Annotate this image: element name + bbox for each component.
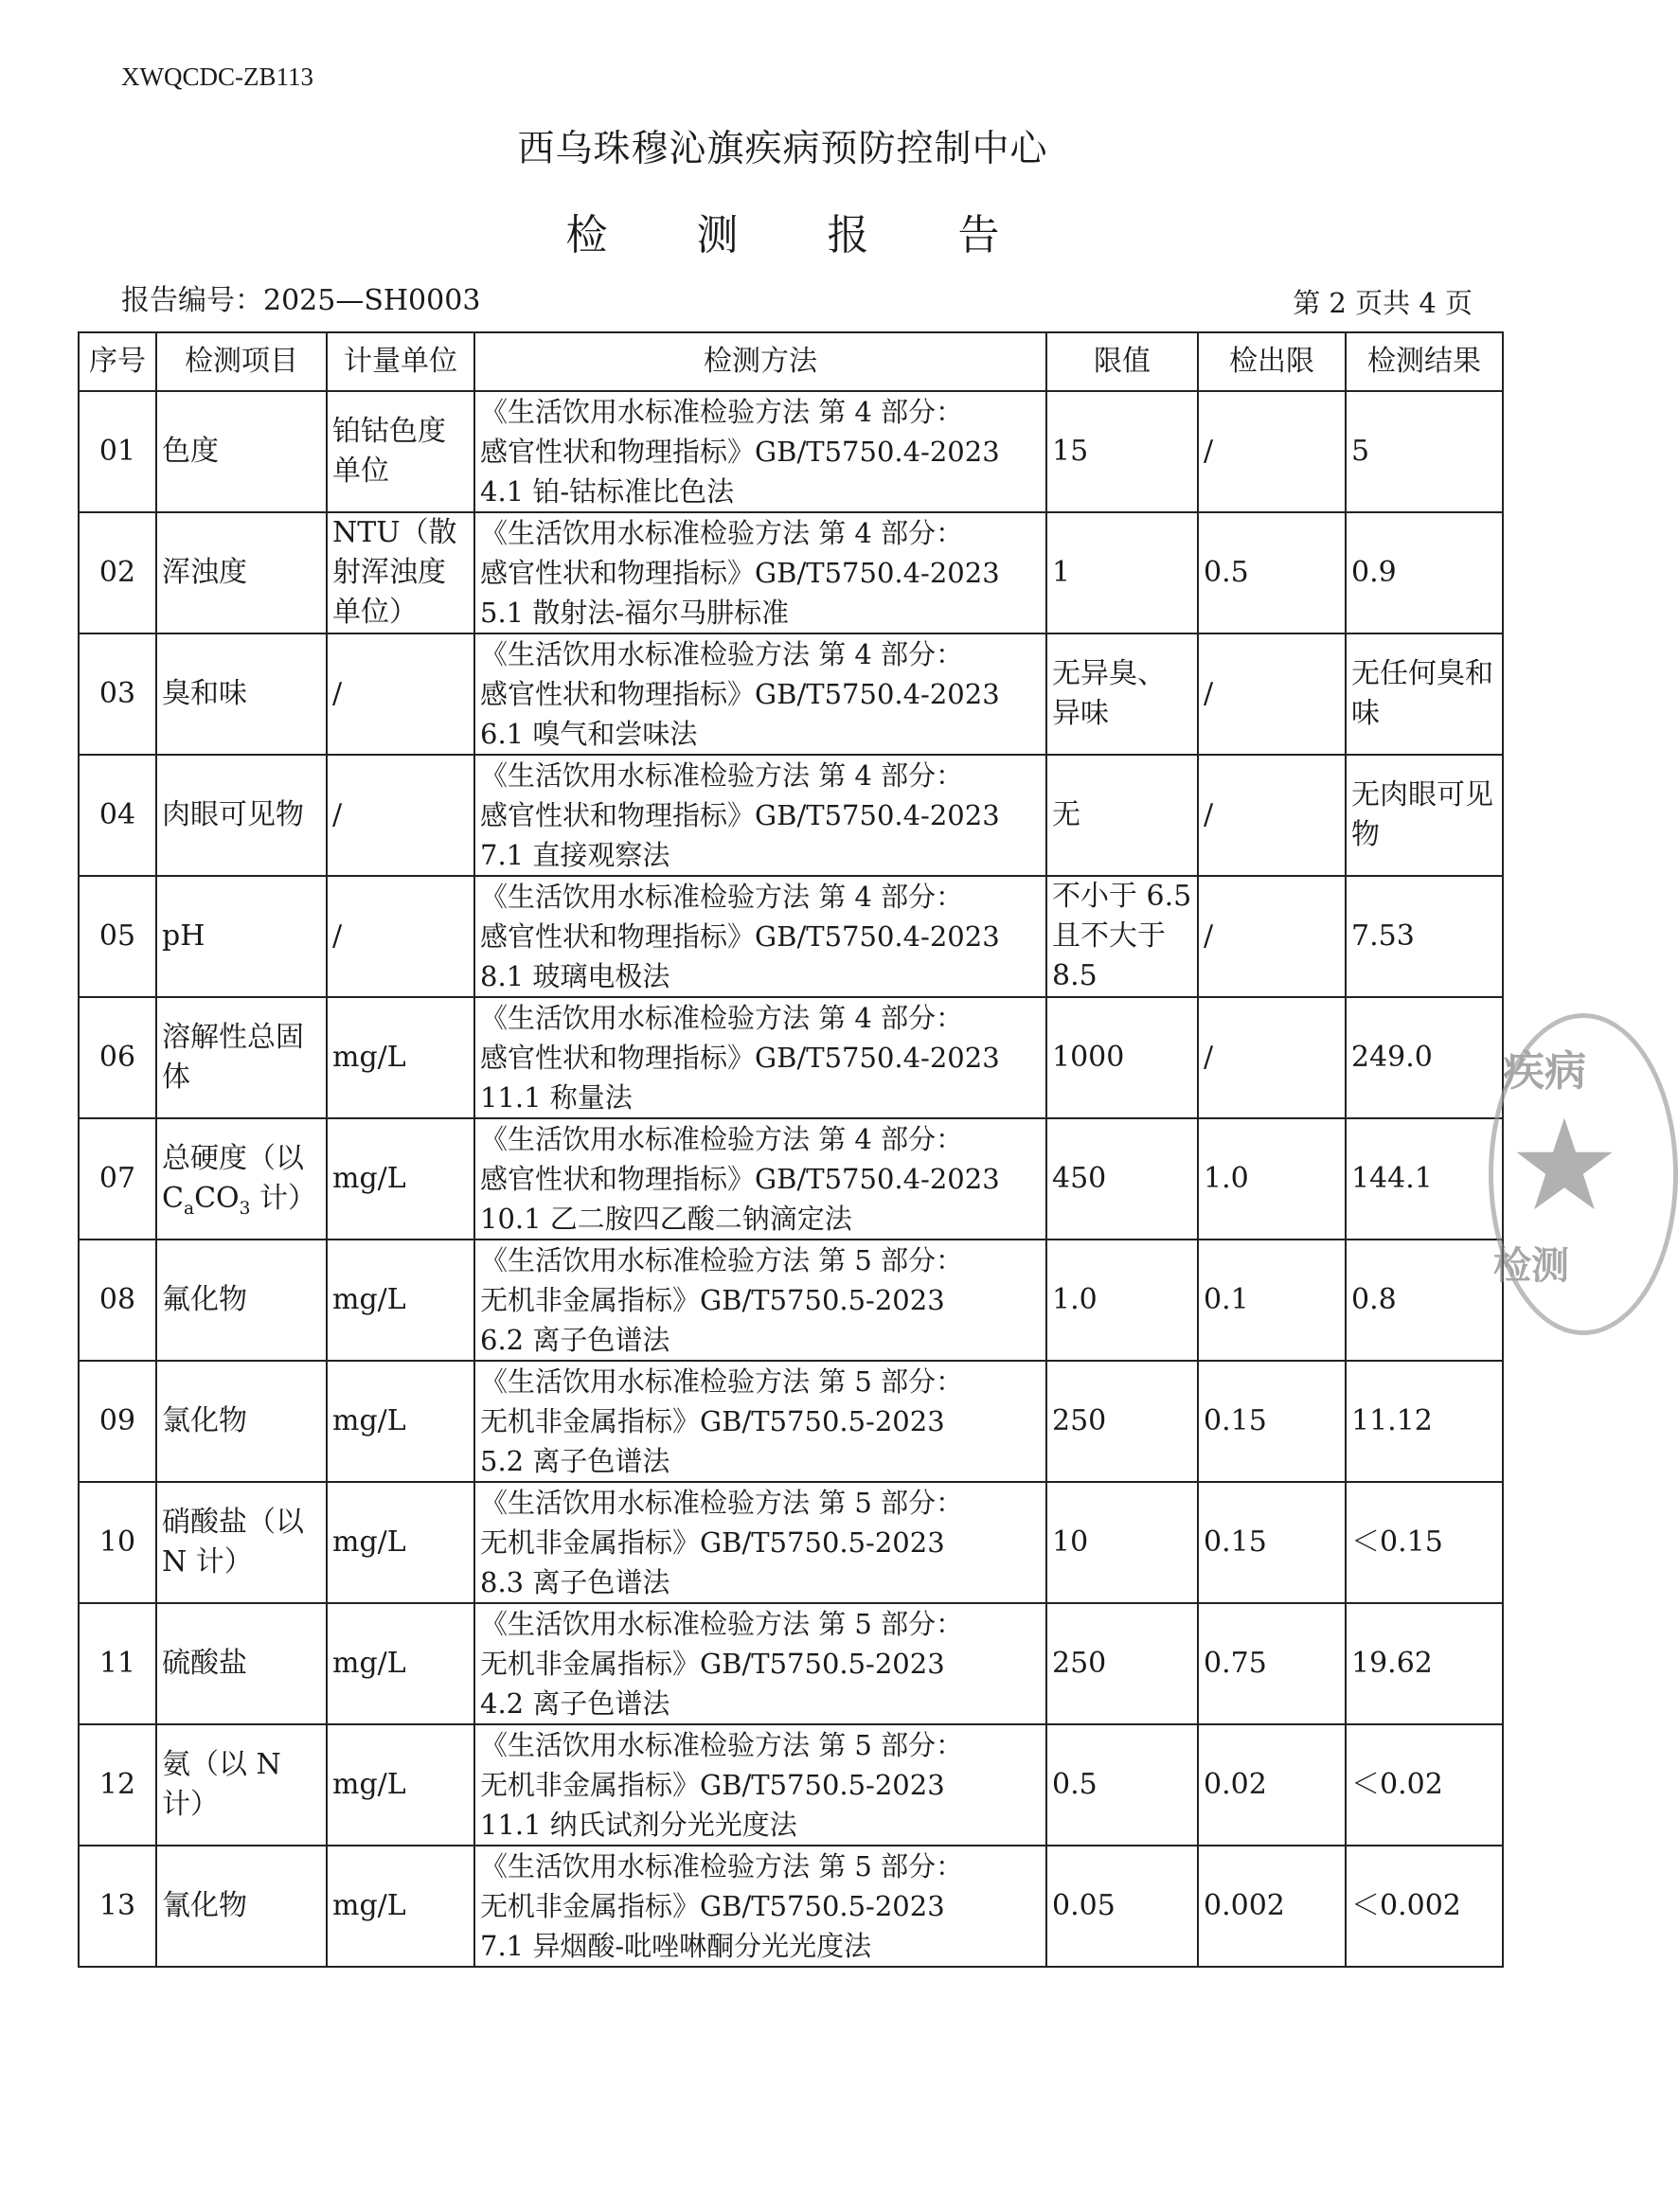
row-item: 氰化物	[156, 1846, 327, 1967]
row-detection-limit: 0.02	[1198, 1724, 1346, 1846]
header-serial: 序号	[79, 332, 156, 391]
row-detection-limit: 0.15	[1198, 1482, 1346, 1603]
row-item	[156, 1118, 327, 1240]
method-line: 无机非金属指标》GB/T5750.5-2023	[480, 1526, 945, 1559]
row-limit: 450	[1046, 1118, 1198, 1240]
row-item: 氟化物	[156, 1240, 327, 1361]
row-item: 臭和味	[156, 633, 327, 755]
report-title: 检 测 报 告	[565, 211, 1038, 259]
method-line: 4.1 铂-钴标准比色法	[480, 475, 735, 508]
row-serial: 03	[79, 633, 156, 755]
row-item: 色度	[156, 391, 327, 512]
method-line: 5.1 散射法-福尔马肼标准	[480, 597, 790, 629]
row-item-part: 3	[239, 1199, 251, 1219]
row-detection-limit: /	[1198, 633, 1346, 755]
table-row	[79, 1846, 1503, 1967]
table-row	[79, 1118, 1503, 1240]
row-limit: 1000	[1046, 997, 1198, 1118]
row-method	[474, 633, 1046, 755]
table-row	[79, 755, 1503, 876]
report-number: 报告编号：2025—SH0003	[121, 284, 481, 317]
row-item: 溶解性总固体	[156, 997, 327, 1118]
header-result: 检测结果	[1346, 332, 1503, 391]
row-detection-limit: 0.15	[1198, 1361, 1346, 1482]
method-line: 7.1 异烟酸-吡唑啉酮分光光度法	[480, 1930, 872, 1962]
row-method	[474, 1603, 1046, 1724]
method-line: 《生活饮用水标准检验方法 第 5 部分：	[480, 1244, 964, 1276]
row-unit: mg/L	[327, 1482, 474, 1603]
row-method	[474, 1118, 1046, 1240]
row-result: ＜0.02	[1346, 1724, 1503, 1846]
row-serial: 13	[79, 1846, 156, 1967]
method-line: 感官性状和物理指标》GB/T5750.4-2023	[480, 920, 1000, 953]
table-row	[79, 633, 1503, 755]
row-unit: mg/L	[327, 1724, 474, 1846]
row-item-part: CO	[194, 1182, 240, 1215]
row-serial: 09	[79, 1361, 156, 1482]
official-seal	[1489, 1013, 1678, 1335]
row-unit: mg/L	[327, 1118, 474, 1240]
method-line: 无机非金属指标》GB/T5750.5-2023	[480, 1405, 945, 1437]
row-result: 249.0	[1346, 997, 1503, 1118]
row-serial: 06	[79, 997, 156, 1118]
method-line: 无机非金属指标》GB/T5750.5-2023	[480, 1284, 945, 1316]
method-line: 《生活饮用水标准检验方法 第 5 部分：	[480, 1729, 964, 1761]
table-header-row	[79, 332, 1503, 391]
table-row	[79, 876, 1503, 997]
row-detection-limit: 0.1	[1198, 1240, 1346, 1361]
row-method	[474, 1240, 1046, 1361]
row-serial: 01	[79, 391, 156, 512]
row-unit: mg/L	[327, 1361, 474, 1482]
row-result: ＜0.15	[1346, 1482, 1503, 1603]
row-item-part: a	[183, 1199, 195, 1219]
row-item: 氨（以 N 计）	[156, 1724, 327, 1846]
table-row	[79, 1361, 1503, 1482]
method-line: 6.2 离子色谱法	[480, 1324, 670, 1356]
row-result: 7.53	[1346, 876, 1503, 997]
table-row	[79, 1603, 1503, 1724]
row-unit: mg/L	[327, 1240, 474, 1361]
row-detection-limit: /	[1198, 391, 1346, 512]
row-result: 无任何臭和味	[1346, 633, 1503, 755]
method-line: 感官性状和物理指标》GB/T5750.4-2023	[480, 678, 1000, 710]
header-detection-limit: 检出限	[1198, 332, 1346, 391]
row-limit: 无异臭、异味	[1046, 633, 1198, 755]
row-method	[474, 876, 1046, 997]
row-limit: 不小于 6.5 且不大于 8.5	[1046, 876, 1198, 997]
row-detection-limit: 0.75	[1198, 1603, 1346, 1724]
method-line: 5.2 离子色谱法	[480, 1445, 670, 1477]
method-line: 《生活饮用水标准检验方法 第 4 部分：	[480, 517, 964, 549]
method-line: 《生活饮用水标准检验方法 第 4 部分：	[480, 759, 964, 792]
row-serial: 07	[79, 1118, 156, 1240]
method-line: 10.1 乙二胺四乙酸二钠滴定法	[480, 1203, 852, 1235]
row-result: 11.12	[1346, 1361, 1503, 1482]
row-limit: 无	[1046, 755, 1198, 876]
row-detection-limit: /	[1198, 997, 1346, 1118]
row-result: 无肉眼可见物	[1346, 755, 1503, 876]
row-limit: 0.05	[1046, 1846, 1198, 1967]
method-line: 《生活饮用水标准检验方法 第 4 部分：	[480, 1123, 964, 1155]
method-line: 《生活饮用水标准检验方法 第 4 部分：	[480, 881, 964, 913]
row-method	[474, 1724, 1046, 1846]
method-line: 6.1 嗅气和尝味法	[480, 718, 698, 750]
row-serial: 05	[79, 876, 156, 997]
method-line: 《生活饮用水标准检验方法 第 5 部分：	[480, 1850, 964, 1882]
row-detection-limit: 1.0	[1198, 1118, 1346, 1240]
row-item: pH	[156, 876, 327, 997]
table-row	[79, 1240, 1503, 1361]
row-unit: mg/L	[327, 1846, 474, 1967]
row-serial: 10	[79, 1482, 156, 1603]
row-unit: 铂钴色度单位	[327, 391, 474, 512]
row-item: 浑浊度	[156, 512, 327, 633]
row-limit: 15	[1046, 391, 1198, 512]
row-unit: /	[327, 633, 474, 755]
method-line: 《生活饮用水标准检验方法 第 4 部分：	[480, 396, 964, 428]
method-line: 感官性状和物理指标》GB/T5750.4-2023	[480, 557, 1000, 589]
method-line: 无机非金属指标》GB/T5750.5-2023	[480, 1890, 945, 1922]
row-result: 0.8	[1346, 1240, 1503, 1361]
row-method	[474, 1482, 1046, 1603]
row-item: 肉眼可见物	[156, 755, 327, 876]
table-row	[79, 391, 1503, 512]
method-line: 感官性状和物理指标》GB/T5750.4-2023	[480, 799, 1000, 831]
row-limit: 250	[1046, 1361, 1198, 1482]
row-unit: /	[327, 876, 474, 997]
seal-text-top: 疾病	[1503, 1047, 1586, 1096]
method-line: 8.1 玻璃电极法	[480, 960, 670, 992]
row-item: 硫酸盐	[156, 1603, 327, 1724]
table-row	[79, 1724, 1503, 1846]
row-result: ＜0.002	[1346, 1846, 1503, 1967]
table-row	[79, 997, 1503, 1118]
row-result: 19.62	[1346, 1603, 1503, 1724]
row-method	[474, 997, 1046, 1118]
seal-text-bottom: 检测	[1493, 1243, 1569, 1288]
row-result: 0.9	[1346, 512, 1503, 633]
row-method	[474, 391, 1046, 512]
row-unit: /	[327, 755, 474, 876]
row-method	[474, 1846, 1046, 1967]
row-serial: 04	[79, 755, 156, 876]
row-serial: 11	[79, 1603, 156, 1724]
row-unit: NTU（散射浑浊度单位）	[327, 512, 474, 633]
organization-name: 西乌珠穆沁旗疾病预防控制中心	[517, 128, 1048, 170]
row-limit: 1	[1046, 512, 1198, 633]
header-item: 检测项目	[156, 332, 327, 391]
row-detection-limit: 0.5	[1198, 512, 1346, 633]
header-limit: 限值	[1046, 332, 1198, 391]
row-unit: mg/L	[327, 1603, 474, 1724]
header-unit: 计量单位	[327, 332, 474, 391]
row-serial: 12	[79, 1724, 156, 1846]
method-line: 无机非金属指标》GB/T5750.5-2023	[480, 1769, 945, 1801]
row-item: 硝酸盐（以 N 计）	[156, 1482, 327, 1603]
row-item-part: 计）	[250, 1182, 317, 1215]
method-line: 无机非金属指标》GB/T5750.5-2023	[480, 1648, 945, 1680]
row-method	[474, 755, 1046, 876]
row-result: 144.1	[1346, 1118, 1503, 1240]
method-line: 《生活饮用水标准检验方法 第 5 部分：	[480, 1487, 964, 1519]
row-method	[474, 512, 1046, 633]
header-method: 检测方法	[474, 332, 1046, 391]
row-serial: 08	[79, 1240, 156, 1361]
method-line: 4.2 离子色谱法	[480, 1687, 670, 1720]
row-limit: 250	[1046, 1603, 1198, 1724]
table-row	[79, 1482, 1503, 1603]
row-item-part: 总硬度（以 C	[162, 1142, 304, 1215]
row-detection-limit: /	[1198, 876, 1346, 997]
row-detection-limit: 0.002	[1198, 1846, 1346, 1967]
method-line: 感官性状和物理指标》GB/T5750.4-2023	[480, 1042, 1000, 1074]
method-line: 《生活饮用水标准检验方法 第 5 部分：	[480, 1608, 964, 1640]
method-line: 《生活饮用水标准检验方法 第 5 部分：	[480, 1365, 964, 1398]
method-line: 《生活饮用水标准检验方法 第 4 部分：	[480, 1002, 964, 1034]
page-indicator: 第 2 页共 4 页	[1293, 287, 1473, 319]
method-line: 感官性状和物理指标》GB/T5750.4-2023	[480, 436, 1000, 468]
star-icon	[1512, 1113, 1616, 1217]
row-item: 氯化物	[156, 1361, 327, 1482]
table-row	[79, 512, 1503, 633]
method-line: 11.1 纳氏试剂分光光度法	[480, 1809, 797, 1841]
row-limit: 0.5	[1046, 1724, 1198, 1846]
row-limit: 1.0	[1046, 1240, 1198, 1361]
results-table	[78, 331, 1504, 1968]
row-unit: mg/L	[327, 997, 474, 1118]
method-line: 11.1 称量法	[480, 1081, 633, 1114]
row-result: 5	[1346, 391, 1503, 512]
row-limit: 10	[1046, 1482, 1198, 1603]
row-serial: 02	[79, 512, 156, 633]
method-line: 7.1 直接观察法	[480, 839, 670, 871]
document-code: XWQCDC-ZB113	[121, 62, 313, 91]
row-detection-limit: /	[1198, 755, 1346, 876]
method-line: 《生活饮用水标准检验方法 第 4 部分：	[480, 638, 964, 670]
method-line: 8.3 离子色谱法	[480, 1566, 670, 1598]
row-method	[474, 1361, 1046, 1482]
method-line: 感官性状和物理指标》GB/T5750.4-2023	[480, 1163, 1000, 1195]
